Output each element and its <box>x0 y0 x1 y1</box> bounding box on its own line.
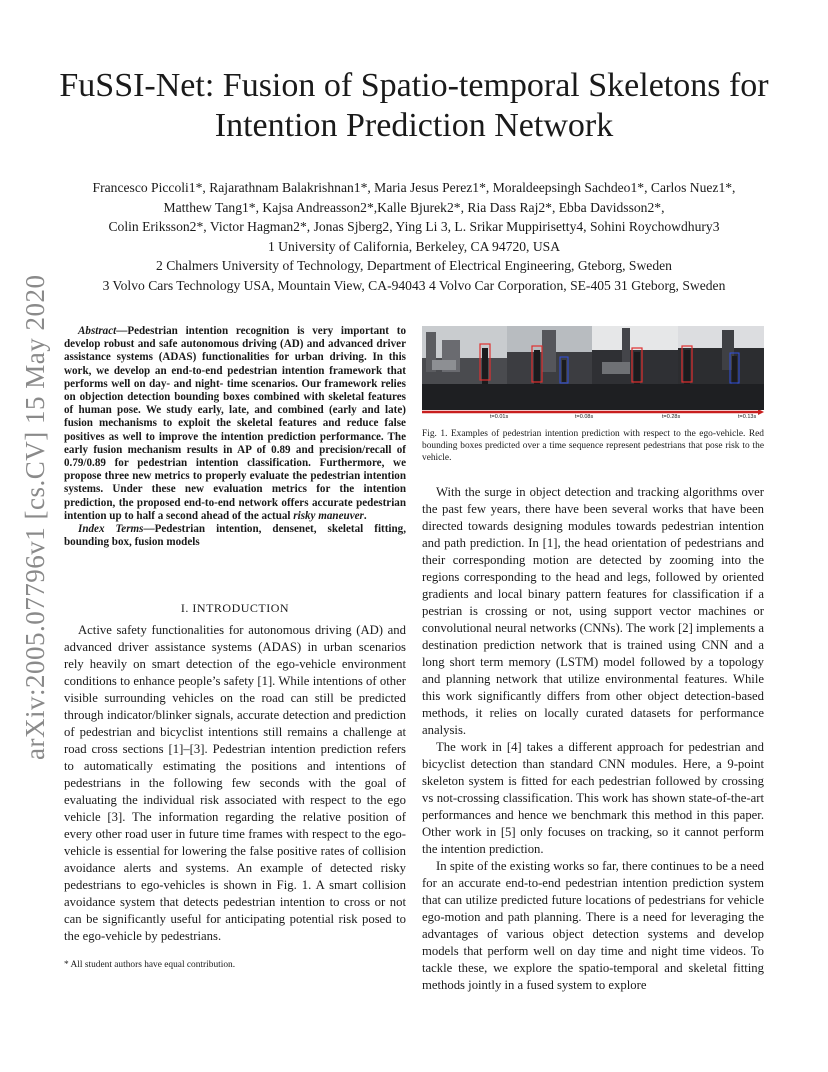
title-line-1: FuSSI-Net: Fusion of Spatio-temporal Skeletons for <box>59 67 769 104</box>
timeline-arrow-head <box>758 410 764 415</box>
time-label-4: t=0.13s <box>738 414 757 420</box>
author-line-3: Colin Eriksson2*, Victor Hagman2*, Jonas Sjberg2, Ying Li 3, L. Srikar Muppirisetty4, Sohini Roychowdhury3 <box>108 219 720 234</box>
index-terms-label: Index Terms <box>78 523 144 536</box>
abstract-italic-end: risky maneuver <box>293 509 364 522</box>
abstract <box>64 325 406 549</box>
affiliation-3: 3 Volvo Cars Technology USA, Mountain View, CA-94043 4 Volvo Car Corporation, SE-405 31 Gteborg, Sweden <box>102 277 726 293</box>
affiliation-1: 1 University of California, Berkeley, CA 94720, USA <box>267 238 561 254</box>
time-label-2: t=0.08s <box>575 414 594 420</box>
index-terms-text: —Pedestrian intention, densenet, skeletal fitting, bounding box, fusion models <box>64 523 406 549</box>
right-paragraph-2: The work in [4] takes a different approach for pedestrian and bicyclist detection than standard CNN modules. Here, a 9-point skeleton system is fitted for each pedestrian followed by crossing vs not-crossing classification. This work has shown state-of-the-art performances and hence we benchmark this method in this paper. Other work in [5] only focuses on tracking, so it cannot perform the intention prediction. <box>422 740 764 856</box>
intro-column-left <box>64 622 406 945</box>
author-line-1: Francesco Piccoli1*, Rajarathnam Balakrishnan1*, Maria Jesus Perez1*, Moraldeepsingh Sachdeo1*, Carlos Nuez1*, <box>92 180 736 195</box>
right-paragraph-1: With the surge in object detection and tracking algorithms over the past few years, there have been several works that have been directed towards designing modules towards pedestrian intention and path prediction. In [1], the head orientation of pedestrians and their corresponding motion are detected by zooming into the regions corresponding to the head and legs, followed by oriented gradients and local binary pattern features for classification if a pestrian is crossing or not, using support vector machines or convolutional neural networks (CNNs). The work [2] implements a destination prediction network that is trained using CNN and a long short term memory (LSTM) model followed by a topology and planning network that utilize environmental features. While this work significantly differs from other object detection-based methods, it relies on locally curated datasets for performance analysis. <box>422 485 764 737</box>
section-heading-introduction: I. INTRODUCTION <box>180 601 290 615</box>
paper-title <box>40 66 788 146</box>
author-line-2: Matthew Tang1*, Kajsa Andreasson2*,Kalle Bjurek2*, Ria Dass Raj2*, Ebba Davidsson2*, <box>163 199 665 215</box>
abstract-label: Abstract <box>78 325 117 337</box>
footnote: * All student authors have equal contribution. <box>64 960 236 970</box>
author-block <box>40 178 788 295</box>
street-scene-frames <box>422 326 764 410</box>
time-label-3: t=0.28s <box>662 414 681 420</box>
abstract-text: —Pedestrian intention recognition is very important to develop robust and safe autonomous driving (AD) and advanced driver assistance systems (ADAS) functionalities for urban driving. In this work, we develop an end-to-end pedestrian intention framework that performs well on day- and night- time scenarios. Our framework relies on objection detection bounding boxes combined with skeletal features of human pose. We study early, late, and combined (early and late) fusion mechanisms to exploit the skeletal features and reduce false positives as well to improve the intention prediction performance. The early fusion mechanism results in AP of 0.89 and precision/recall of 0.79/0.89 for pedestrian intention classification. Furthermore, we propose three new metrics to properly evaluate the pedestrian intention systems. Under these new evaluation metrics for the intention prediction, the proposed end-to-end network offers accurate pedestrian intention up to half a second ahead of the actual <box>64 325 406 522</box>
figure-1-timeline <box>422 410 764 422</box>
abstract-end: . <box>363 509 367 522</box>
affiliation-2: 2 Chalmers University of Technology, Department of Electrical Engineering, Gteborg, Sweden <box>156 258 672 273</box>
time-label-1: t=0.01s <box>490 414 509 420</box>
intro-paragraph-1: Active safety functionalities for autonomous driving (AD) and advanced driver assistance systems (ADAS) in urban scenarios rely heavily on smart detection of the ego-vehicle environment conditions to enhance people’s safety [1]. While intentions of other visible surrounding vehicles on the road can still be predicted through indicator/blinker signals, accurate detection and prediction of pedestrian and bicyclist intentions still remains a challenge at road cross sections [1]–[3]. Pedestrian intention prediction refers to automatically estimating the positions and intentions of pedestrians in the following few seconds with the goal of evaluating the individual risk associated with respect to the ego vehicle [3]. The information regarding the relative position of every other road user in future time frames with respect to the ego-vehicle is essential for lowering the false positive rates of collision avoidance alerts and systems. An example of detected risky pedestrians to ego-vehicles is shown in Fig. 1. A smart collision avoidance system that detects pedestrian intention to cross or not can be significantly useful for anticipating potential risk posed to the ego-vehicle by pedestrians. <box>64 623 406 943</box>
right-paragraph-3: In spite of the existing works so far, there continues to be a need for an accurate end-to-end pedestrian intention prediction system that can utilize predicted future locations of pedestrians for vehicle ego-motion and path planning. There is a need for leveraging the advantages of various object detection systems and develop models that perform well on day time and night time videos. To tackle these, we explore the spatio-temporal and skeletal fitting methods jointly in a fused system to explore <box>422 859 764 992</box>
figure-1-image <box>422 326 764 410</box>
figure-1-caption: Fig. 1. Examples of pedestrian intention prediction with respect to the ego-vehicle. Red bounding boxes predicted over a time sequence represent pedestrians that pose risk to the vehicle. <box>422 429 764 463</box>
title-line-2: Intention Prediction Network <box>214 107 614 144</box>
arxiv-stamp: arXiv:2005.07796v1 [cs.CV] 15 May 2020 <box>20 274 50 760</box>
intro-column-right <box>422 484 764 994</box>
